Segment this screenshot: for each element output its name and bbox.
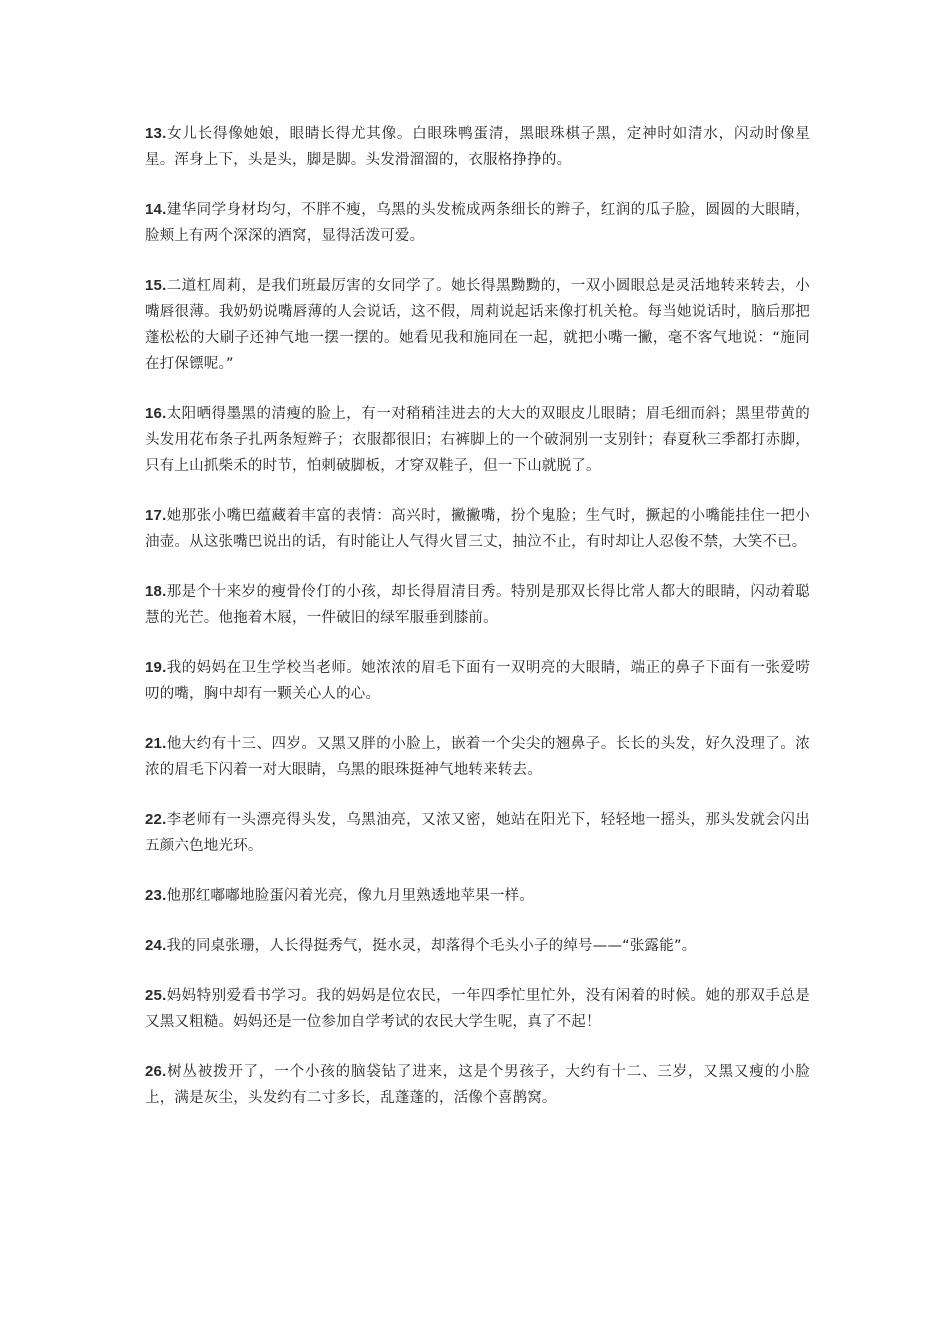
- paragraph-number: 21.: [145, 735, 167, 752]
- paragraph-text: 我的同桌张珊，人长得挺秀气，挺水灵，却落得个毛头小子的绰号——“张露能”。: [166, 938, 697, 954]
- paragraph-number: 23.: [145, 887, 167, 904]
- paragraph-number: 14.: [145, 201, 167, 218]
- paragraph-24: [145, 933, 810, 959]
- paragraph-22: [145, 807, 810, 859]
- paragraph-text: 他大约有十三、四岁。又黑又胖的小脸上，嵌着一个尖尖的翘鼻子。长长的头发，好久没理了。浓浓的眉毛下闪着一对大眼睛，乌黑的眼珠挺神气地转来转去。: [145, 736, 810, 778]
- paragraph-number: 17.: [145, 507, 167, 524]
- paragraph-text: 我的妈妈在卫生学校当老师。她浓浓的眉毛下面有一双明亮的大眼睛，端正的鼻子下面有一张爱唠叨的嘴，胸中却有一颗关心人的心。: [145, 660, 810, 702]
- paragraph-text: 她那张小嘴巴蕴藏着丰富的表情：高兴时，撇撇嘴，扮个鬼脸；生气时，撅起的小嘴能挂住一把小油壶。从这张嘴巴说出的话，有时能让人气得火冒三丈，抽泣不止，有时却让人忍俊不禁，大笑不已。: [145, 508, 810, 550]
- paragraph-14: [145, 197, 810, 249]
- paragraph-text: 太阳晒得墨黑的清瘦的脸上，有一对稍稍洼进去的大大的双眼皮儿眼睛；眉毛细而斜；黑里带黄的头发用花布条子扎两条短辫子；衣服都很旧；右裤脚上的一个破洞别一支别针；春夏秋三季都打赤脚，只有上山抓柴禾的时节，怕刺破脚板，才穿双鞋子，但一下山就脱了。: [145, 406, 810, 474]
- paragraph-number: 19.: [145, 659, 167, 676]
- paragraph-15: [145, 273, 810, 377]
- paragraph-number: 13.: [145, 125, 167, 142]
- paragraph-18: [145, 579, 810, 631]
- paragraph-17: [145, 503, 810, 555]
- paragraph-16: [145, 401, 810, 479]
- paragraph-text: 妈妈特别爱看书学习。我的妈妈是位农民，一年四季忙里忙外，没有闲着的时候。她的那双手总是又黑又粗糙。妈妈还是一位参加自学考试的农民大学生呢，真了不起！: [145, 988, 810, 1030]
- paragraph-number: 22.: [145, 811, 167, 828]
- paragraph-text: 李老师有一头漂亮得头发，乌黑油亮，又浓又密，她站在阳光下，轻轻地一摇头，那头发就会闪出五颜六色地光环。: [145, 812, 810, 854]
- paragraph-text: 他那红嘟嘟地脸蛋闪着光亮，像九月里熟透地苹果一样。: [166, 888, 534, 904]
- paragraph-text: 那是个十来岁的瘦骨伶仃的小孩，却长得眉清目秀。特别是那双长得比常人都大的眼睛，闪动着聪慧的光芒。他拖着木屐，一件破旧的绿军服垂到膝前。: [145, 584, 810, 626]
- paragraph-number: 24.: [145, 937, 167, 954]
- paragraph-number: 15.: [145, 277, 167, 294]
- paragraph-26: [145, 1059, 810, 1111]
- paragraph-text: 树丛被拨开了，一个小孩的脑袋钻了进来，这是个男孩子，大约有十二、三岁，又黑又瘦的小脸上，满是灰尘，头发约有二寸多长，乱蓬蓬的，活像个喜鹊窝。: [145, 1064, 810, 1106]
- paragraph-number: 16.: [145, 405, 167, 422]
- paragraph-number: 26.: [145, 1063, 167, 1080]
- paragraph-19: [145, 655, 810, 707]
- paragraph-21: [145, 731, 810, 783]
- paragraph-text: 建华同学身材均匀，不胖不瘦，乌黑的头发梳成两条细长的辫子，红润的瓜子脸，圆圆的大眼睛，脸颊上有两个深深的酒窝，显得活泼可爱。: [145, 202, 810, 244]
- paragraph-number: 18.: [145, 583, 167, 600]
- paragraph-25: [145, 983, 810, 1035]
- paragraph-13: [145, 121, 810, 173]
- paragraph-text: 二道杠周莉，是我们班最厉害的女同学了。她长得黑黝黝的，一双小圆眼总是灵活地转来转去，小嘴唇很薄。我奶奶说嘴唇薄的人会说话，这不假，周莉说起话来像打机关枪。每当她说话时，脑后那把蓬松松的大刷子还神气地一摆一摆的。她看见我和施同在一起，就把小嘴一撇，毫不客气地说：“施同在打保镖呢。”: [145, 278, 810, 372]
- document-body: [145, 121, 810, 1135]
- paragraph-23: [145, 883, 810, 909]
- paragraph-number: 25.: [145, 987, 167, 1004]
- paragraph-text: 女儿长得像她娘，眼睛长得尤其像。白眼珠鸭蛋清，黑眼珠棋子黑，定神时如清水，闪动时像星星。浑身上下，头是头，脚是脚。头发滑溜溜的，衣服格挣挣的。: [145, 126, 810, 168]
